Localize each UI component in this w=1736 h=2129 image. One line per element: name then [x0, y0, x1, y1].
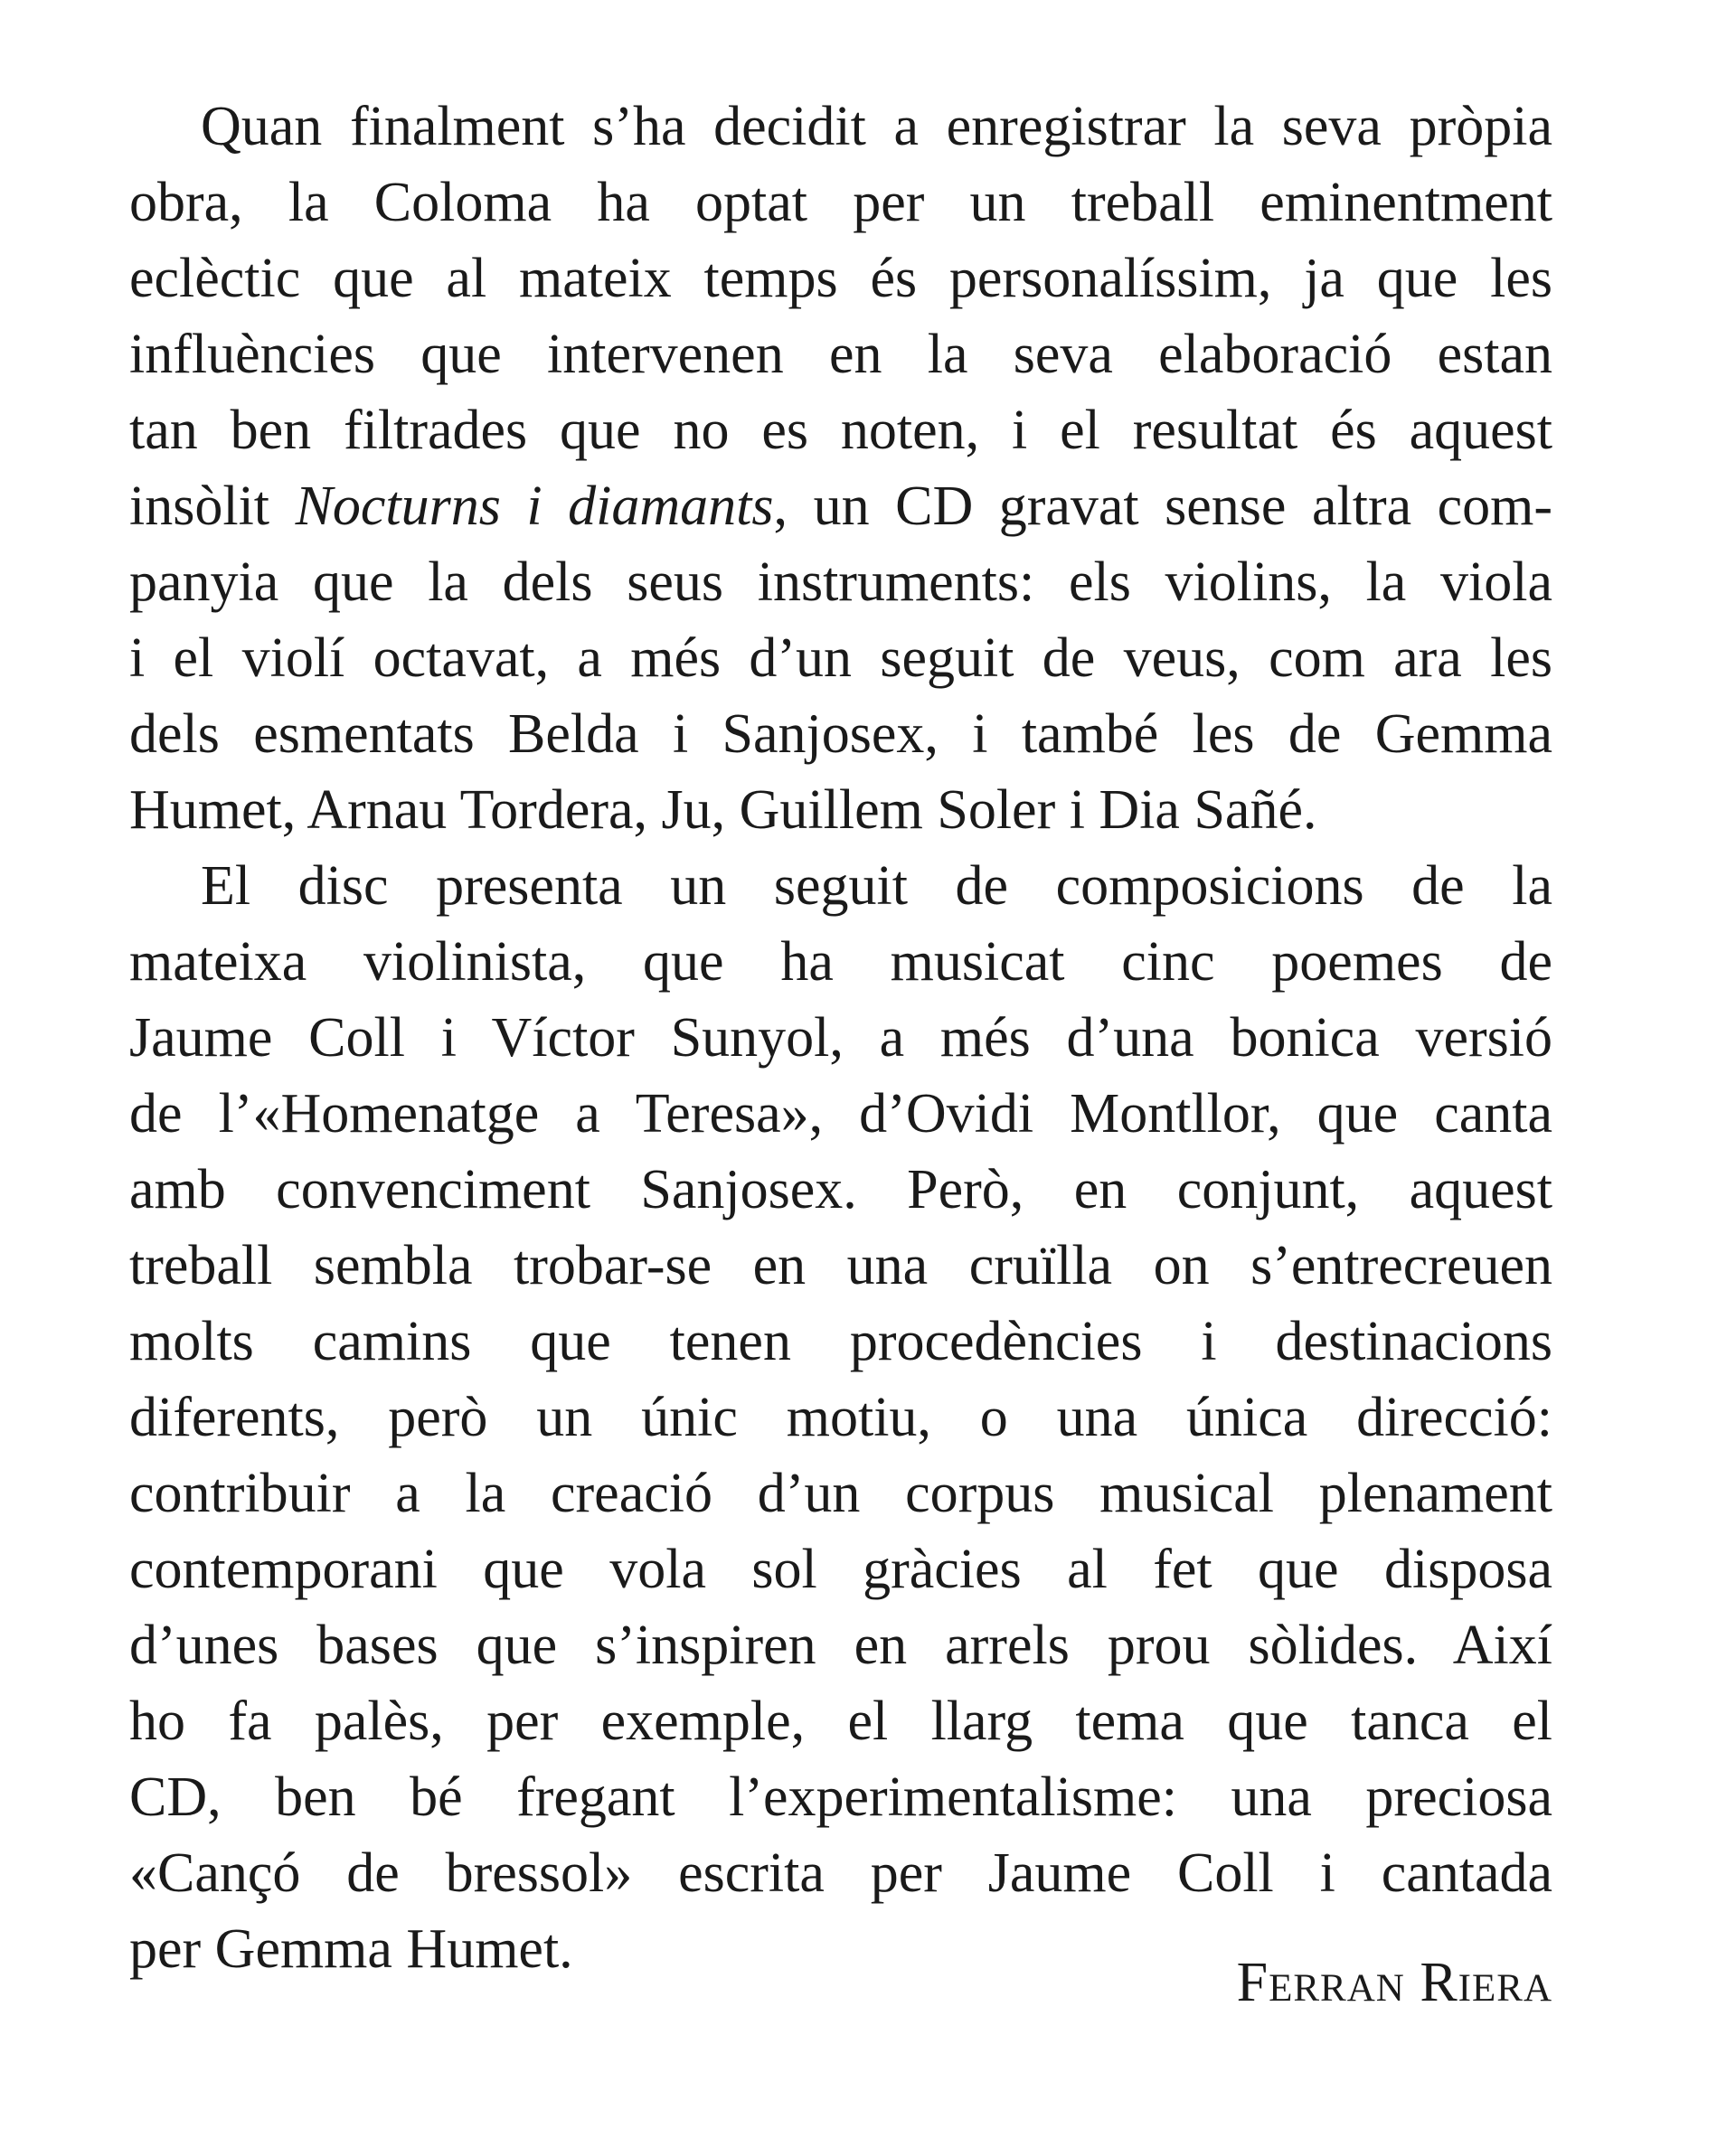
- text-line: dels esmentats Belda i Sanjosex, i també les de Gemma: [129, 703, 1552, 765]
- text-line: molts camins que tenen procedències i destinacions: [129, 1311, 1552, 1372]
- album-title: Nocturns i diamants: [295, 476, 774, 537]
- paragraph-2: [129, 848, 1552, 1987]
- text-line: Humet, Arnau Tordera, Ju, Guillem Soler i Dia Sañé.: [129, 779, 1317, 841]
- text-line: per Gemma Humet.: [129, 1918, 573, 1980]
- text-line: Quan finalment s’ha decidit a enregistrar la seva pròpia: [201, 96, 1552, 157]
- text-line: El disc presenta un seguit de composicions de la: [201, 855, 1552, 917]
- text-line: panyia que la dels seus instruments: els violins, la viola: [129, 551, 1552, 613]
- text-line: diferents, però un únic motiu, o una única direcció:: [129, 1387, 1552, 1448]
- text-line: i el violí octavat, a més d’un seguit de veus, com ara les: [129, 627, 1552, 689]
- text-line: influències que intervenen en la seva elaboració estan: [129, 324, 1552, 385]
- text-line: Jaume Coll i Víctor Sunyol, a més d’una bonica versió: [129, 1007, 1552, 1069]
- paragraph-1: [129, 89, 1552, 848]
- text-line: «Cançó de bressol» escrita per Jaume Coll i cantada: [129, 1842, 1552, 1904]
- text-line: contribuir a la creació d’un corpus musical plenament: [129, 1463, 1552, 1524]
- author-signature: Ferran Riera: [1236, 1952, 1552, 2013]
- text-line: CD, ben bé fregant l’experimentalisme: una preciosa: [129, 1766, 1552, 1828]
- article-body: [129, 89, 1552, 1987]
- text-line: mateixa violinista, que ha musicat cinc poemes de: [129, 931, 1552, 993]
- text-line: eclèctic que al mateix temps és personalíssim, ja que les: [129, 248, 1552, 309]
- text-segment: , un CD gravat sense altra com-: [773, 476, 1552, 537]
- text-line: amb convenciment Sanjosex. Però, en conjunt, aquest: [129, 1159, 1552, 1220]
- text-line: contemporani que vola sol gràcies al fet que disposa: [129, 1539, 1552, 1600]
- text-line: de l’«Homenatge a Teresa», d’Ovidi Montllor, que canta: [129, 1083, 1552, 1145]
- text-line: treball sembla trobar-se en una cruïlla on s’entrecreuen: [129, 1235, 1552, 1296]
- text-line: tan ben filtrades que no es noten, i el resultat és aquest: [129, 400, 1552, 461]
- text-line: obra, la Coloma ha optat per un treball eminentment: [129, 172, 1552, 233]
- text-line: ho fa palès, per exemple, el llarg tema que tanca el: [129, 1691, 1552, 1752]
- text-line-with-title: [129, 468, 1552, 544]
- text-segment: insòlit: [129, 476, 296, 537]
- text-line: d’unes bases que s’inspiren en arrels prou sòlides. Així: [129, 1615, 1552, 1676]
